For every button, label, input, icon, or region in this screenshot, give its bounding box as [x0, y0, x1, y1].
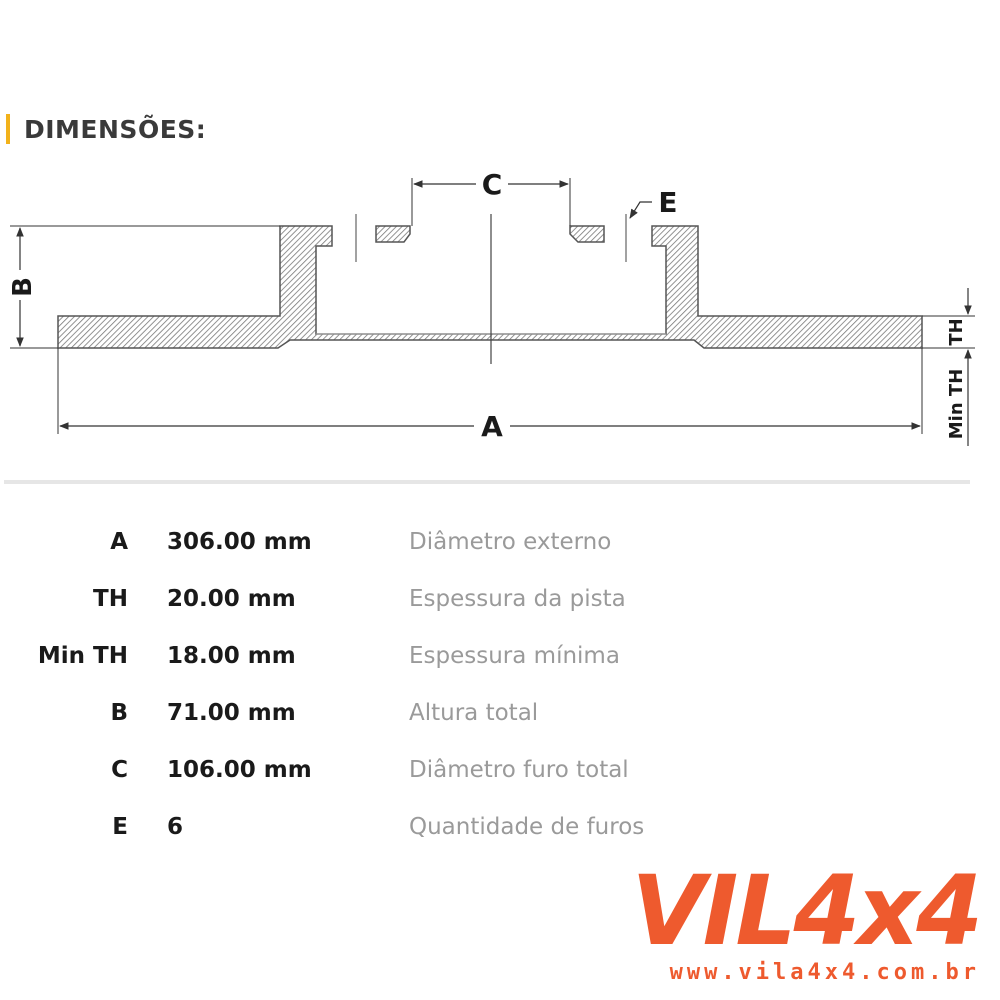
dim-th-label: TH — [946, 318, 967, 346]
spec-value: 306.00 mm — [167, 529, 312, 555]
hub-left-tab — [376, 226, 410, 242]
dim-e-leader — [630, 202, 652, 218]
brand-logo — [631, 855, 980, 985]
section-title-text: DIMENSÕES: — [24, 114, 207, 144]
spec-key: E — [112, 814, 128, 840]
spec-row-a — [0, 522, 1000, 562]
hub-right-tab — [570, 226, 604, 242]
spec-row-b — [0, 693, 1000, 733]
title-accent-bar — [6, 114, 10, 144]
logo-mark: VIL4x4 — [631, 855, 980, 967]
section-title — [6, 112, 206, 146]
spec-value: 20.00 mm — [167, 586, 296, 612]
spec-value: 18.00 mm — [167, 643, 296, 669]
spec-row-c — [0, 750, 1000, 790]
spec-key: C — [111, 757, 128, 783]
spec-key: Min TH — [37, 643, 128, 669]
dim-e-label: E — [658, 186, 678, 219]
logo-url: www.vila4x4.com.br — [669, 960, 980, 985]
dim-b-label: B — [8, 277, 38, 297]
spec-description: Quantidade de furos — [409, 814, 645, 840]
spec-value: 71.00 mm — [167, 700, 296, 726]
spec-value: 6 — [167, 814, 184, 840]
brake-disc-diagram — [0, 160, 1000, 460]
dim-c-label: C — [481, 168, 503, 201]
dim-min-th-label: Min TH — [946, 368, 967, 440]
spec-row-th — [0, 579, 1000, 619]
spec-description: Espessura da pista — [409, 586, 626, 612]
section-divider — [4, 480, 970, 484]
spec-key: B — [110, 700, 128, 726]
spec-row-min-th — [0, 636, 1000, 676]
spec-key: A — [110, 529, 128, 555]
spec-row-e — [0, 807, 1000, 847]
spec-value: 106.00 mm — [167, 757, 312, 783]
spec-description: Diâmetro externo — [409, 529, 612, 555]
spec-description: Espessura mínima — [409, 643, 620, 669]
spec-description: Diâmetro furo total — [409, 757, 629, 783]
dim-a-label: A — [481, 410, 503, 443]
spec-key: TH — [93, 586, 128, 612]
spec-description: Altura total — [409, 700, 539, 726]
disc-section-outline — [58, 226, 922, 348]
